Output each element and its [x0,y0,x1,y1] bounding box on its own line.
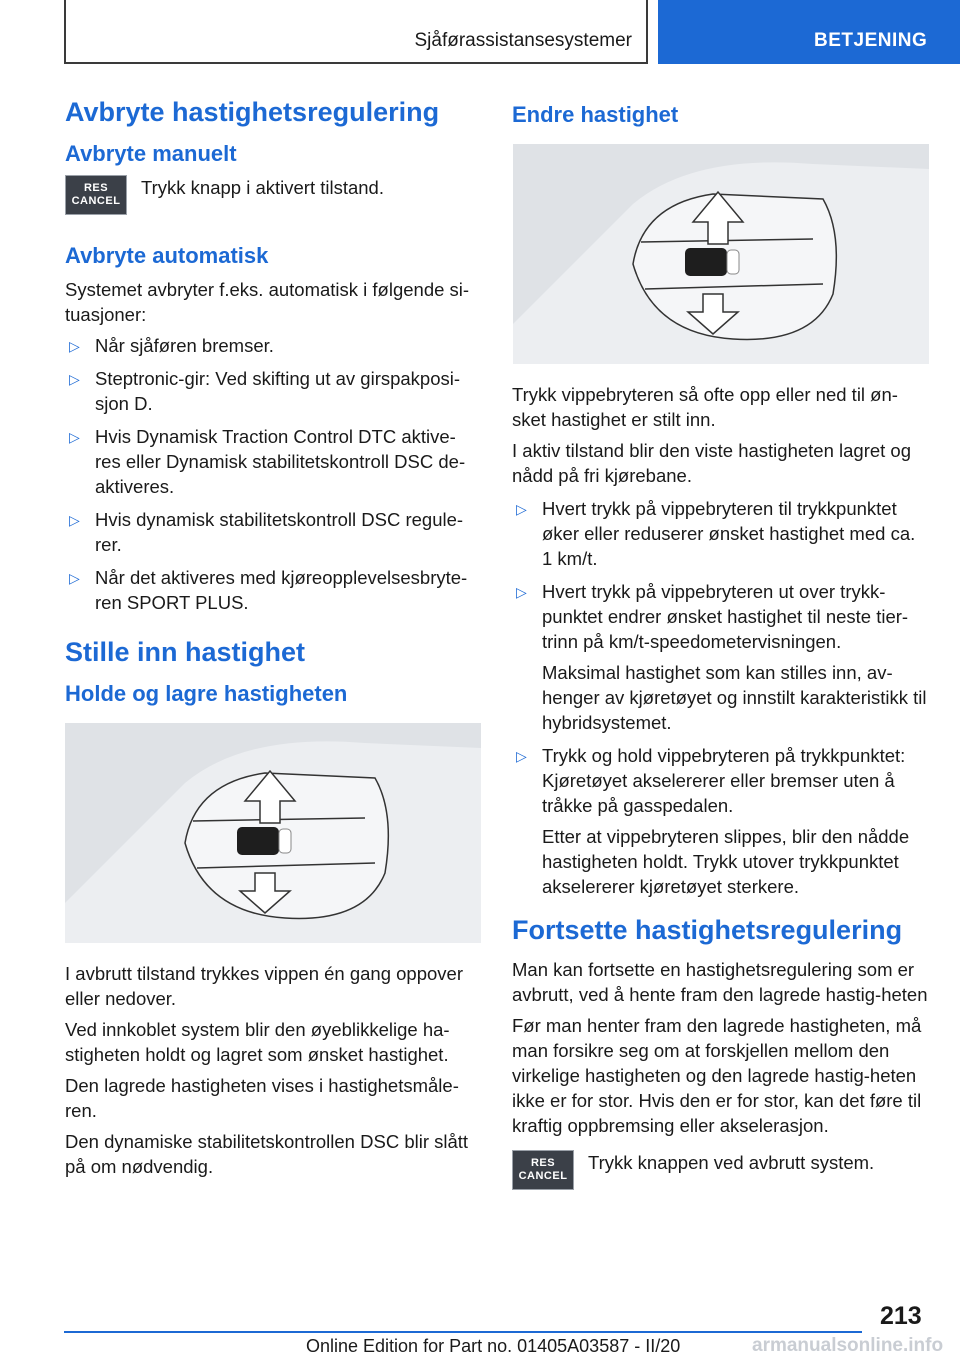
heading-fortsette: Fortsette hastighetsregulering [512,915,903,945]
page-number: 213 [880,1302,922,1330]
steering-wheel-illustration [65,723,481,943]
list-item: ▷ Hvert trykk på vippebryteren ut over trykk-punktet endrer ønsket hastighet til neste tier-trinn på km/t-speedometervisningen. Maksimal hastighet som kan stilles inn, av-henger av kjøretøyet og innstilt karakteristikk til hybridsystemet. [516,581,927,733]
triangle-bullet-icon: ▷ [69,429,80,445]
list-item: ▷ Steptronic-gir: Ved skifting ut av girspakposi-sjon D. [69,368,461,414]
header-tab-label: BETJENING [814,30,928,51]
fortsette-para-1: Man kan fortsette en hastighetsregulering som er avbrutt, ved å hente fram den lagrede hastig-heten [512,959,928,1005]
endre-para-1: Trykk vippebryteren så ofte opp eller ned til øn-sket hastighet er stilt inn. [512,384,898,430]
left-column [65,95,481,1185]
endre-bullet-list [512,496,930,899]
res-cancel-row [65,175,481,215]
subheading-manuelt: Avbryte manuelt [65,141,237,166]
fortsette-para-2: Før man henter fram den lagrede hastigheten, må man forsikre seg om at forskjellen mellom den virkelige hastigheten og den lagrede hastig-heten ikke er for stor. Hvis den er for stor, kan det føre til kraftig oppbremsing eller akselerasjon. [512,1015,922,1136]
list-item: ▷ Hvert trykk på vippebryteren til trykkpunktet øker eller reduserer ønsket hastighet med ca. 1 km/t. [516,498,916,569]
list-item: ▷ Hvis dynamisk stabilitetskontroll DSC regule-rer. [69,509,464,555]
subheading-holde: Holde og lagre hastigheten [65,681,348,706]
steering-wheel-illustration [512,144,930,364]
res-cancel-icon: RES CANCEL [65,175,127,215]
triangle-bullet-icon: ▷ [69,371,80,387]
edition-text: Online Edition for Part no. 01405A03587 - II/20 [306,1336,681,1356]
res-cancel-icon: RES CANCEL [512,1150,574,1190]
triangle-bullet-icon: ▷ [69,570,80,586]
res-cancel-text: Trykk knappen ved avbrutt system. [588,1152,875,1173]
res-cancel-row [512,1150,930,1190]
auto-intro: Systemet avbryter f.eks. automatisk i følgende si-tuasjoner: [65,279,470,325]
heading-stille: Stille inn hastighet [65,637,306,667]
right-column [512,95,930,1210]
triangle-bullet-icon: ▷ [516,584,527,600]
list-item: ▷ Trykk og hold vippebryteren på trykkpunktet: Kjøretøyet akselererer eller bremser uten å tråkke på gasspedalen. Etter at vippebryteren slippes, blir den nådde hastigheten holdt. Trykk utover trykkpunktet akselererer kjøretøyet sterkere. [516,745,910,897]
header-tab[interactable] [658,0,960,64]
auto-bullet-list [65,333,481,615]
holde-para-4: Den dynamiske stabilitetskontrollen DSC blir slått på om nødvendig. [65,1131,469,1177]
holde-para-1: I avbrutt tilstand trykkes vippen én gang oppover eller nedover. [65,963,463,1009]
list-item: ▷ Når sjåføren bremser. [65,333,481,358]
header-section-box [64,0,648,64]
list-item: ▷ Når det aktiveres med kjøreopplevelsesbryte-ren SPORT PLUS. [69,567,468,613]
holde-para-3: Den lagrede hastigheten vises i hastighetsmåle-ren. [65,1075,459,1121]
heading-endre: Endre hastighet [512,102,679,127]
heading-avbryte: Avbryte hastighetsregulering [65,97,440,127]
manuelt-text: Trykk knapp i aktivert tilstand. [141,177,384,198]
header-section-title: Sjåførassistansesystemer [414,30,632,51]
subheading-automatisk: Avbryte automatisk [65,243,269,268]
site-watermark: armanualsonline.info [752,1335,944,1356]
holde-para-2: Ved innkoblet system blir den øyeblikkelige ha-stigheten holdt og lagret som ønsket hastighet. [65,1019,450,1065]
triangle-bullet-icon: ▷ [69,512,80,528]
list-item: ▷ Hvis Dynamisk Traction Control DTC aktive-res eller Dynamisk stabilitetskontroll DSC de-aktiveres. [69,426,466,497]
triangle-bullet-icon: ▷ [516,501,527,517]
footer-divider [64,1331,862,1333]
endre-para-2: I aktiv tilstand blir den viste hastigheten lagret og nådd på fri kjørebane. [512,440,912,486]
triangle-bullet-icon: ▷ [516,748,527,764]
triangle-bullet-icon: ▷ [69,338,80,354]
